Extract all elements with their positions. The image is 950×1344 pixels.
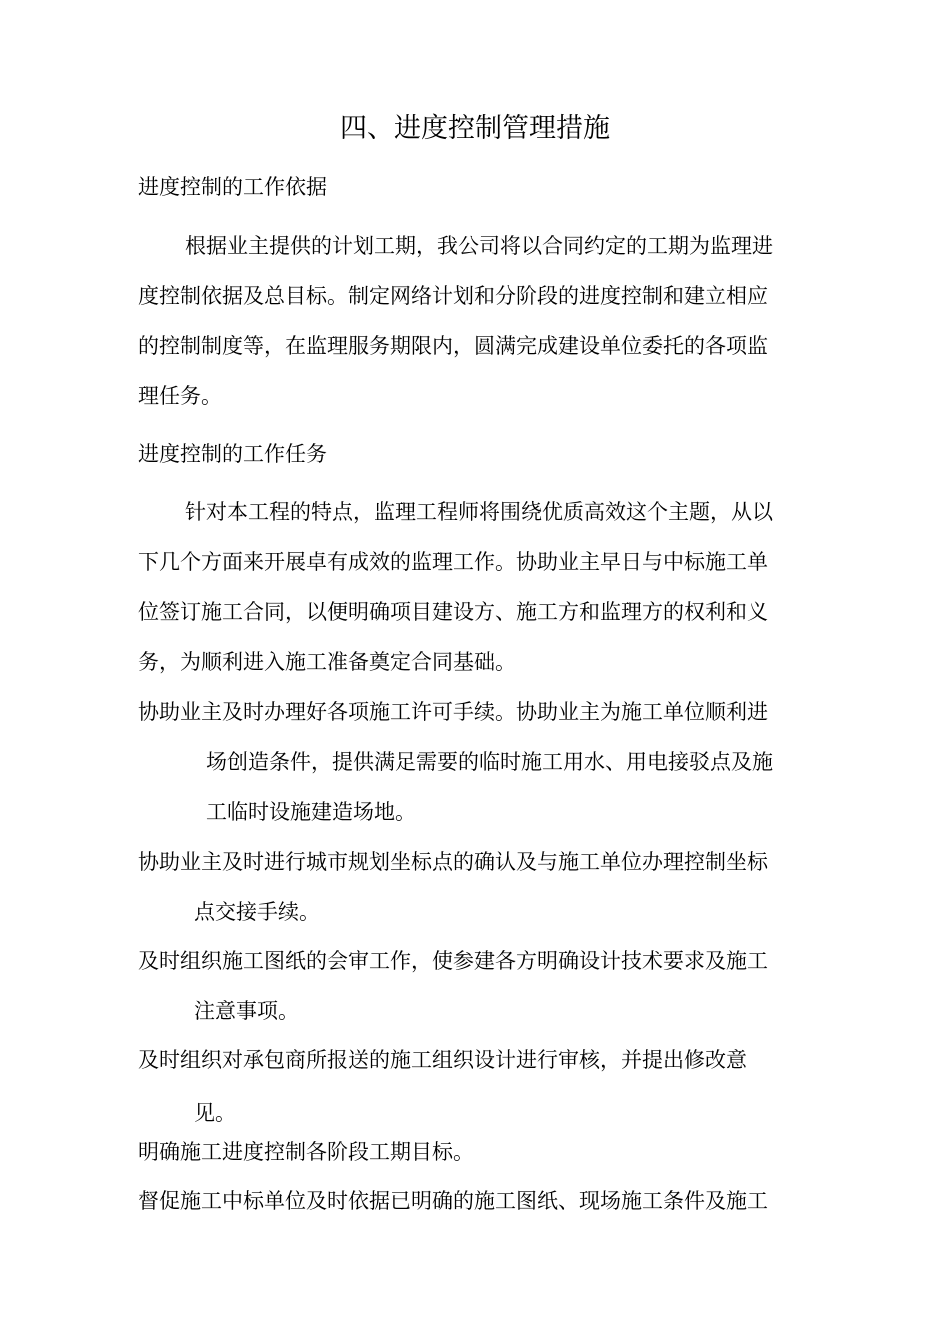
list-item-line: 明确施工进度控制各阶段工期目标。 xyxy=(138,1140,474,1164)
document-title: 四、进度控制管理措施 xyxy=(340,113,610,144)
list-item-line: 点交接手续。 xyxy=(194,900,320,924)
paragraph-tasks-line: 针对本工程的特点，监理工程师将围绕优质高效这个主题，从以 xyxy=(185,500,773,524)
paragraph-basis-line: 度控制依据及总目标。制定网络计划和分阶段的进度控制和建立相应 xyxy=(138,284,768,308)
section-heading-tasks: 进度控制的工作任务 xyxy=(138,442,327,466)
paragraph-basis-line: 的控制制度等，在监理服务期限内，圆满完成建设单位委托的各项监 xyxy=(138,334,768,358)
paragraph-tasks-line: 务，为顺利进入施工准备奠定合同基础。 xyxy=(138,650,516,674)
list-item-line: 督促施工中标单位及时依据已明确的施工图纸、现场施工条件及施工 xyxy=(138,1189,768,1213)
list-item-line: 见。 xyxy=(194,1101,236,1125)
list-item-line: 工临时设施建造场地。 xyxy=(206,800,416,824)
paragraph-basis-line: 根据业主提供的计划工期，我公司将以合同约定的工期为监理进 xyxy=(185,234,773,258)
paragraph-tasks-line: 下几个方面来开展卓有成效的监理工作。协助业主早日与中标施工单 xyxy=(138,550,768,574)
paragraph-tasks-line: 位签订施工合同，以便明确项目建设方、施工方和监理方的权利和义 xyxy=(138,600,768,624)
section-heading-basis: 进度控制的工作依据 xyxy=(138,175,327,199)
list-item-line: 协助业主及时进行城市规划坐标点的确认及与施工单位办理控制坐标 xyxy=(138,850,768,874)
list-item-line: 注意事项。 xyxy=(194,999,299,1023)
list-item-line: 协助业主及时办理好各项施工许可手续。协助业主为施工单位顺利进 xyxy=(138,700,768,724)
list-item-line: 及时组织施工图纸的会审工作，使参建各方明确设计技术要求及施工 xyxy=(138,949,768,973)
list-item-line: 及时组织对承包商所报送的施工组织设计进行审核，并提出修改意 xyxy=(138,1048,747,1072)
paragraph-basis-line: 理任务。 xyxy=(138,384,222,408)
list-item-line: 场创造条件，提供满足需要的临时施工用水、用电接驳点及施 xyxy=(206,750,773,774)
